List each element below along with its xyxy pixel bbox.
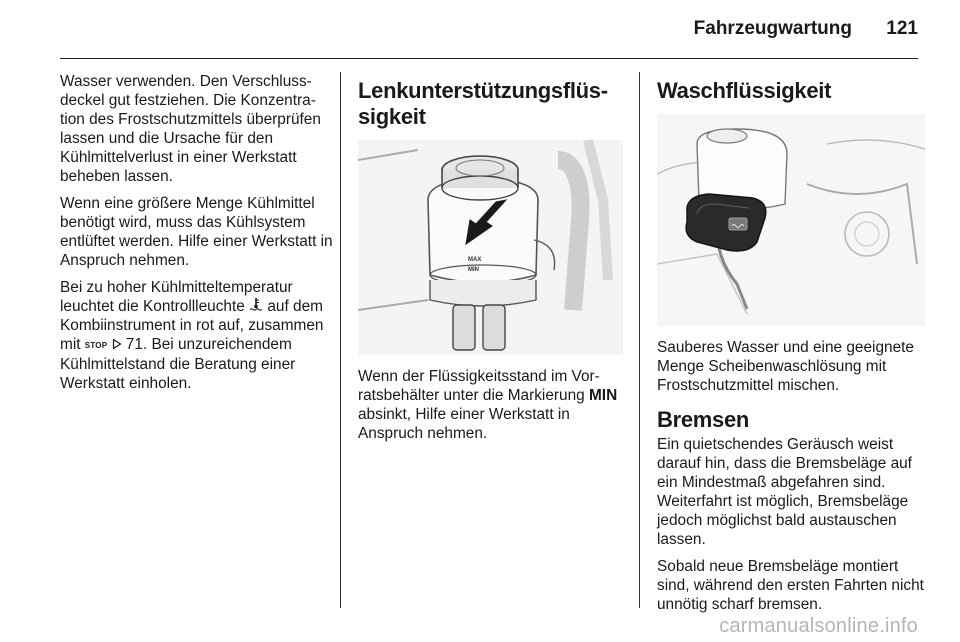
paragraph-coolant-3	[60, 278, 335, 393]
text-segment: auf dem Kombiinstrument in rot auf, zusammen mit	[60, 298, 324, 353]
text-segment: 71. Bei unzureichendem Kühlmittelstand die Beratung einer Werkstatt einholen.	[60, 336, 296, 392]
coolant-temperature-icon	[249, 297, 263, 311]
heading-power-steering-fluid: Lenkunterstützungsflüssigkeit	[358, 78, 609, 129]
illustration-label-max: MAX	[468, 257, 482, 263]
page-header	[0, 0, 960, 62]
text-segment: Wenn der Flüssigkeitsstand im Vorratsbehälter unter die Markierung	[358, 368, 600, 404]
stop-symbol-icon: STOP	[84, 341, 108, 350]
paragraph-coolant-2: Wenn eine größere Menge Kühlmittel benötigt wird, muss das Kühlsystem entlüftet werden. Hilfe einer Werkstatt in Anspruch nehmen.	[60, 195, 333, 269]
watermark-text: carmanualsonline.info	[719, 615, 918, 637]
min-marking-label: MIN	[588, 387, 618, 404]
page-reference-arrow-icon	[112, 338, 122, 350]
column-divider-1	[340, 72, 341, 608]
section-title: Fahrzeugwartung	[693, 18, 852, 39]
paragraph-brakes-1: Ein quietschendes Geräusch weist darauf hin, dass die Bremsbeläge auf ein Mindestmaß abgefahren sind. Weiterfahrt ist möglich, Bremsbeläge jedoch möglichst bald austauschen lassen.	[657, 436, 912, 548]
paragraph-washer-fluid: Sauberes Wasser und eine geeignete Menge Scheibenwaschlösung mit Frostschutzmittel mischen.	[657, 339, 914, 394]
heading-brakes: Bremsen	[657, 407, 750, 432]
paragraph-brakes-2: Sobald neue Bremsbeläge montiert sind, während den ersten Fahrten nicht unnötig scharf bremsen.	[657, 558, 924, 613]
illustration-label-min: MIN	[468, 267, 479, 273]
column-3	[657, 72, 925, 622]
header-rule	[60, 58, 918, 59]
text-segment: Bei zu hoher Kühlmitteltemperatur leuchtet die Kontrollleuchte	[60, 279, 293, 315]
washer-fluid-reservoir-illustration	[657, 114, 925, 326]
paragraph-power-steering	[358, 367, 623, 443]
column-2	[358, 72, 623, 451]
column-divider-2	[639, 72, 640, 608]
paragraph-coolant-1: Wasser verwenden. Den Verschlussdeckel gut festziehen. Die Konzentration des Frostschutzmittels überprüfen lassen und die Ursache für den Kühlmittelverlust in einer Werkstatt beheben lassen.	[60, 73, 321, 185]
heading-washer-fluid: Waschflüssigkeit	[657, 78, 832, 103]
page-number: 121	[886, 18, 918, 39]
power-steering-reservoir-illustration	[358, 140, 623, 355]
text-segment: absinkt, Hilfe einer Werkstatt in Anspruch nehmen.	[358, 406, 570, 442]
column-1	[60, 72, 335, 401]
